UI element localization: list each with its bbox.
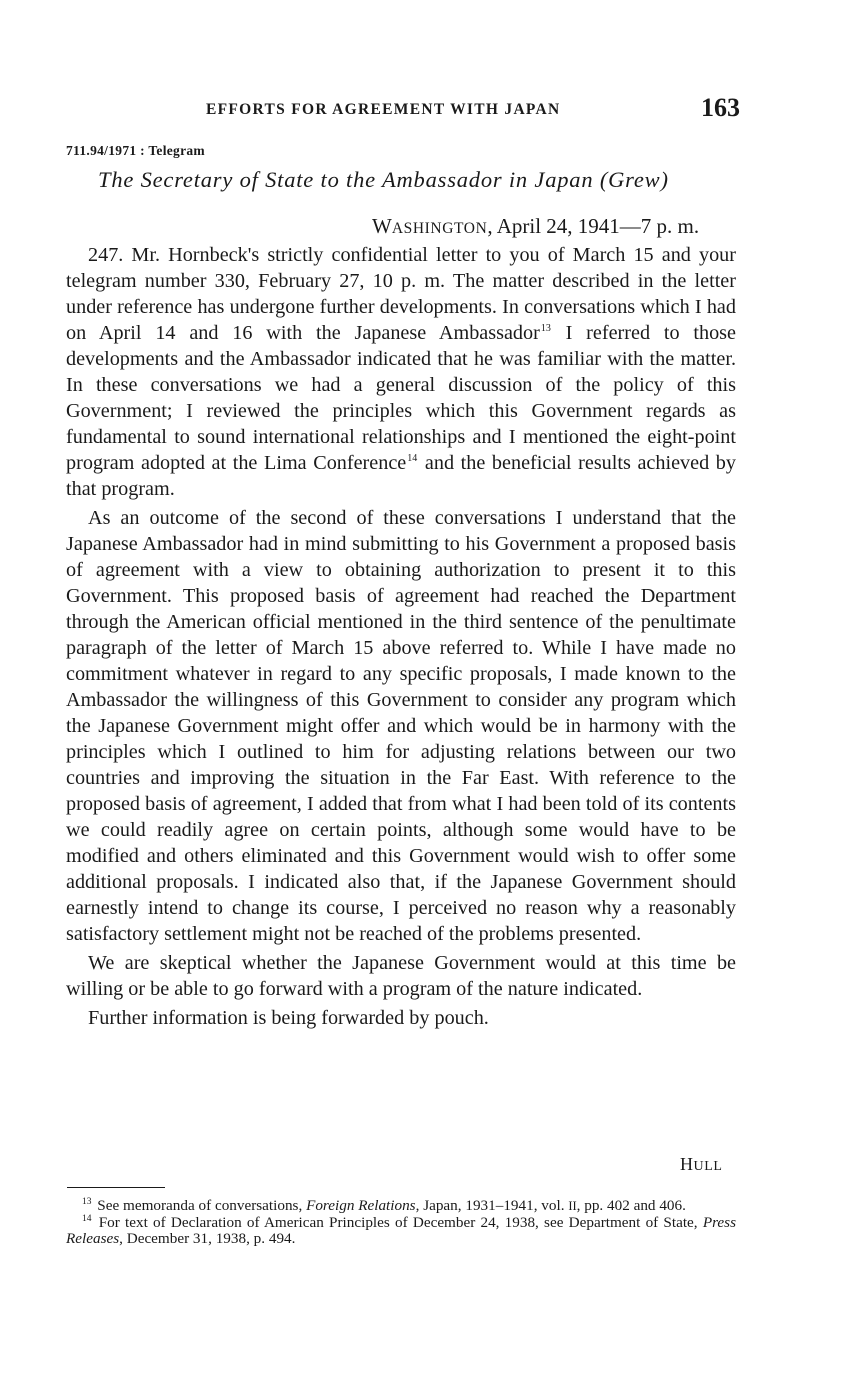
document-title: The Secretary of State to the Ambassador in Japan (Grew) [98,167,669,192]
footnote-divider [67,1187,165,1188]
footnote-14-text-b: , December 31, 1938, p. 494. [119,1230,296,1247]
telegram-body [66,242,736,1034]
footnote-13-volume: II [568,1199,577,1213]
footnote-14-mark: 14 [82,1214,92,1224]
dateline [372,214,699,239]
footnote-13-text-a: See memoranda of conversations, [93,1197,307,1214]
page-number: 163 [701,93,740,122]
body-paragraph-4: Further information is being forwarded by pouch. [88,1007,489,1029]
signature-initial: H [680,1154,694,1174]
footnote-14 [66,1215,736,1247]
footnote-13-text-b: , Japan, 1931–1941, vol. [415,1197,569,1214]
footnote-13 [66,1198,736,1214]
signature [680,1154,723,1175]
footnote-reference-14: 14 [407,453,418,464]
footnotes [66,1198,736,1248]
dateline-date: , April 24, 1941—7 p. m. [487,214,700,238]
footnote-reference-13: 13 [540,323,551,334]
body-paragraph-3: We are skeptical whether the Japanese Government would at this time be willing or be able to go forward with a program of the nature indicated. [66,952,736,1000]
file-number: 711.94/1971 : Telegram [66,143,205,158]
footnote-14-text-a: For text of Declaration of American Principles of December 24, 1938, see Department of State, [93,1214,703,1231]
paragraph-1-part-b: I referred to those developments and the Ambassador indicated that he was familiar with the matter. In these conversations we had a general discussion of the policy of this Government; I reviewed the principles which this Government regards as fundamental to sound international relationships and I mentioned the eight-point program adopted at the Lima Conference [66,322,736,474]
footnote-14-italic: Press Releases [66,1214,736,1247]
body-paragraph-1 [66,242,736,502]
paragraph-1-part-a: 247. Mr. Hornbeck's strictly confidential letter to you of March 15 and your telegram number 330, February 27, 10 p. m. The matter described in the letter under reference has undergone further developments. In conversations which I had on April 14 and 16 with the Japanese Ambassador [66,244,736,344]
footnote-13-text-c: , pp. 402 and 406. [576,1197,686,1214]
body-paragraph-2: As an outcome of the second of these conversations I understand that the Japanese Ambassador had in mind submitting to his Government a proposed basis of agreement with a view to obtaining authorization to present it to this Government. This proposed basis of agreement had reached the Department through the American official mentioned in the third sentence of the penultimate paragraph of the letter of March 15 above referred to. While I have made no commitment whatever in regard to any specific proposals, I made known to the Ambassador the willingness of this Government to consider any program which the Japanese Government might offer and which would be in harmony with the principles which I outlined to him for adjusting relations between our two countries and improving the situation in the Far East. With reference to the proposed basis of agreement, I added that from what I had been told of its contents we could readily agree on certain points, although some would have to be modified and others eliminated and this Government would wish to offer some additional proposals. I indicated also that, if the Japanese Government should earnestly intend to change its course, I perceived no reason why a reasonably satisfactory settlement might not be reached of the problems presented. [66,507,736,945]
dateline-place-initial: W [372,214,392,238]
paragraph-1-part-c: and the beneficial results achieved by that program. [66,452,736,500]
footnote-13-italic: Foreign Relations [306,1197,416,1214]
dateline-place-rest: ASHINGTON [391,220,488,237]
running-header-title: EFFORTS FOR AGREEMENT WITH JAPAN [206,101,561,118]
footnote-13-mark: 13 [82,1197,92,1207]
signature-rest: ULL [693,1159,723,1174]
